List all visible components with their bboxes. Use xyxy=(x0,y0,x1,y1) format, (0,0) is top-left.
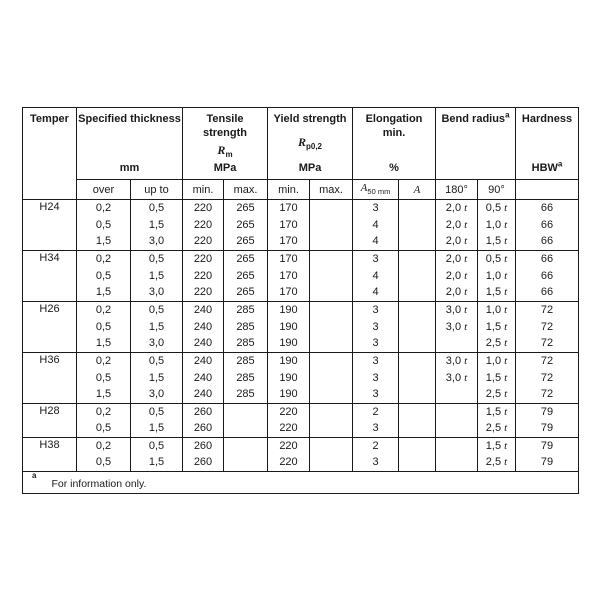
cell-hardness: 72 xyxy=(516,387,579,404)
cell-thickness-over: 0,2 xyxy=(77,251,131,268)
subcol-tensile-max: max. xyxy=(224,180,268,200)
table-row xyxy=(23,319,579,336)
table-row xyxy=(23,353,579,370)
cell-yield-max xyxy=(310,421,353,438)
yield-unit: MPa xyxy=(298,161,322,174)
col-header-bend-radius xyxy=(436,108,516,180)
cell-elongation-a xyxy=(399,285,436,302)
cell-thickness-over: 0,5 xyxy=(77,217,131,234)
cell-bend-180: 2,0 t xyxy=(436,234,478,251)
cell-elongation-a xyxy=(399,200,436,217)
yield-symbol: $R_{p0,2}$ xyxy=(297,135,323,152)
cell-bend-90: 2,5 t xyxy=(478,455,516,472)
cell-yield-max xyxy=(310,251,353,268)
cell-yield-max xyxy=(310,336,353,353)
cell-thickness-up-to: 1,5 xyxy=(131,455,183,472)
tensile-title: Tensile strength xyxy=(203,113,247,140)
temper-label: H36 xyxy=(23,353,77,404)
cell-elongation-a xyxy=(399,353,436,370)
cell-tensile-min: 220 xyxy=(183,217,224,234)
cell-tensile-max: 265 xyxy=(224,200,268,217)
cell-yield-min: 220 xyxy=(268,438,310,455)
yield-title: Yield strength xyxy=(273,113,347,125)
cell-elongation-a50: 3 xyxy=(353,251,399,268)
cell-tensile-max: 265 xyxy=(224,234,268,251)
cell-yield-max xyxy=(310,217,353,234)
cell-tensile-min: 240 xyxy=(183,336,224,353)
cell-thickness-over: 1,5 xyxy=(77,285,131,302)
footnote-marker: a xyxy=(32,471,37,481)
hardness-title: Hardness xyxy=(521,113,573,125)
cell-yield-min: 170 xyxy=(268,268,310,285)
cell-thickness-up-to: 0,5 xyxy=(131,302,183,319)
cell-bend-90: 2,5 t xyxy=(478,336,516,353)
table-row xyxy=(23,404,579,421)
cell-elongation-a50: 4 xyxy=(353,268,399,285)
thickness-symbol: t xyxy=(464,218,468,231)
cell-tensile-min: 220 xyxy=(183,268,224,285)
material-properties-table xyxy=(22,107,579,494)
table-row xyxy=(23,268,579,285)
cell-yield-max xyxy=(310,438,353,455)
cell-tensile-max xyxy=(224,438,268,455)
cell-elongation-a50: 3 xyxy=(353,370,399,387)
cell-tensile-max: 285 xyxy=(224,370,268,387)
cell-bend-90: 1,5 t xyxy=(478,319,516,336)
temper-label: H28 xyxy=(23,404,77,438)
cell-hardness: 66 xyxy=(516,217,579,234)
cell-tensile-min: 240 xyxy=(183,302,224,319)
tensile-unit: MPa xyxy=(213,161,237,174)
cell-tensile-max xyxy=(224,455,268,472)
cell-bend-90: 1,5 t xyxy=(478,285,516,302)
cell-yield-min: 170 xyxy=(268,251,310,268)
thickness-symbol: t xyxy=(504,439,508,452)
cell-bend-90: 0,5 t xyxy=(478,200,516,217)
cell-bend-180: 2,0 t xyxy=(436,217,478,234)
table-body xyxy=(23,200,579,472)
cell-thickness-over: 0,5 xyxy=(77,268,131,285)
temper-header-label: Temper xyxy=(30,113,69,125)
hardness-unit: HBW$^a$ xyxy=(531,159,563,174)
cell-elongation-a50: 3 xyxy=(353,302,399,319)
cell-yield-min: 170 xyxy=(268,234,310,251)
cell-tensile-max: 265 xyxy=(224,251,268,268)
cell-yield-max xyxy=(310,404,353,421)
cell-yield-min: 190 xyxy=(268,336,310,353)
col-header-tensile-strength xyxy=(183,108,268,180)
subcol-a50: $A_{50 mm}$ xyxy=(353,180,399,200)
cell-thickness-over: 1,5 xyxy=(77,336,131,353)
cell-tensile-min: 240 xyxy=(183,370,224,387)
cell-tensile-max: 285 xyxy=(224,319,268,336)
cell-hardness: 72 xyxy=(516,336,579,353)
subcol-hardness-empty xyxy=(516,180,579,200)
cell-thickness-over: 0,2 xyxy=(77,353,131,370)
cell-thickness-up-to: 0,5 xyxy=(131,200,183,217)
cell-elongation-a xyxy=(399,438,436,455)
cell-yield-max xyxy=(310,353,353,370)
cell-yield-max xyxy=(310,387,353,404)
cell-bend-90: 1,0 t xyxy=(478,268,516,285)
cell-yield-min: 190 xyxy=(268,302,310,319)
subcol-yield-max: max. xyxy=(310,180,353,200)
table-row xyxy=(23,200,579,217)
cell-bend-180 xyxy=(436,421,478,438)
thickness-symbol: t xyxy=(504,422,508,435)
cell-tensile-max: 285 xyxy=(224,336,268,353)
cell-bend-180: 3,0 t xyxy=(436,302,478,319)
cell-thickness-up-to: 0,5 xyxy=(131,438,183,455)
thickness-symbol: t xyxy=(504,286,508,299)
cell-thickness-up-to: 1,5 xyxy=(131,217,183,234)
cell-thickness-up-to: 0,5 xyxy=(131,404,183,421)
thickness-symbol: t xyxy=(464,303,468,316)
cell-yield-max xyxy=(310,200,353,217)
subcol-a: A xyxy=(399,180,436,200)
cell-bend-90: 1,5 t xyxy=(478,404,516,421)
temper-label: H34 xyxy=(23,251,77,302)
cell-tensile-min: 240 xyxy=(183,353,224,370)
cell-thickness-over: 0,5 xyxy=(77,455,131,472)
cell-yield-max xyxy=(310,319,353,336)
col-header-hardness xyxy=(516,108,579,180)
bend-title: Bend radius$^a$ xyxy=(441,110,510,125)
cell-elongation-a50: 4 xyxy=(353,234,399,251)
cell-elongation-a xyxy=(399,404,436,421)
cell-tensile-max: 285 xyxy=(224,387,268,404)
cell-thickness-up-to: 1,5 xyxy=(131,370,183,387)
cell-tensile-max: 285 xyxy=(224,302,268,319)
cell-yield-max xyxy=(310,370,353,387)
thickness-symbol: t xyxy=(504,303,508,316)
cell-thickness-up-to: 1,5 xyxy=(131,421,183,438)
cell-elongation-a50: 2 xyxy=(353,438,399,455)
cell-elongation-a50: 3 xyxy=(353,200,399,217)
cell-thickness-over: 1,5 xyxy=(77,387,131,404)
cell-elongation-a50: 4 xyxy=(353,217,399,234)
elongation-unit: % xyxy=(389,161,399,174)
cell-hardness: 79 xyxy=(516,421,579,438)
cell-thickness-over: 0,2 xyxy=(77,404,131,421)
cell-elongation-a xyxy=(399,387,436,404)
cell-bend-180 xyxy=(436,438,478,455)
cell-elongation-a xyxy=(399,421,436,438)
cell-elongation-a50: 3 xyxy=(353,336,399,353)
cell-tensile-max: 285 xyxy=(224,353,268,370)
bend-footnote-marker: a xyxy=(505,110,510,120)
footnote-row xyxy=(23,472,579,494)
table-row xyxy=(23,421,579,438)
cell-elongation-a xyxy=(399,251,436,268)
cell-tensile-max xyxy=(224,404,268,421)
cell-hardness: 79 xyxy=(516,438,579,455)
cell-hardness: 72 xyxy=(516,353,579,370)
cell-bend-180: 3,0 t xyxy=(436,370,478,387)
cell-elongation-a xyxy=(399,302,436,319)
cell-bend-180: 2,0 t xyxy=(436,268,478,285)
cell-thickness-over: 0,2 xyxy=(77,438,131,455)
cell-yield-max xyxy=(310,285,353,302)
thickness-symbol: t xyxy=(464,320,468,333)
header-row-sub xyxy=(23,180,579,200)
cell-yield-max xyxy=(310,268,353,285)
cell-thickness-over: 0,5 xyxy=(77,421,131,438)
cell-tensile-max: 265 xyxy=(224,217,268,234)
cell-thickness-up-to: 0,5 xyxy=(131,251,183,268)
table-row xyxy=(23,438,579,455)
table-row xyxy=(23,217,579,234)
thickness-symbol: t xyxy=(504,320,508,333)
cell-tensile-min: 260 xyxy=(183,421,224,438)
cell-bend-180 xyxy=(436,455,478,472)
cell-tensile-min: 220 xyxy=(183,251,224,268)
thickness-unit: mm xyxy=(119,161,140,174)
cell-bend-90: 1,0 t xyxy=(478,302,516,319)
thickness-symbol: t xyxy=(464,269,468,282)
subcol-over: over xyxy=(77,180,131,200)
thickness-symbol: t xyxy=(504,337,508,350)
cell-yield-min: 170 xyxy=(268,200,310,217)
table-row xyxy=(23,302,579,319)
cell-yield-min: 220 xyxy=(268,455,310,472)
cell-bend-90: 0,5 t xyxy=(478,251,516,268)
cell-tensile-min: 240 xyxy=(183,319,224,336)
cell-bend-180 xyxy=(436,336,478,353)
temper-label: H26 xyxy=(23,302,77,353)
cell-elongation-a50: 4 xyxy=(353,285,399,302)
cell-yield-min: 220 xyxy=(268,421,310,438)
cell-elongation-a xyxy=(399,234,436,251)
thickness-symbol: t xyxy=(504,388,508,401)
cell-tensile-min: 260 xyxy=(183,438,224,455)
thickness-symbol: t xyxy=(464,235,468,248)
cell-bend-90: 2,5 t xyxy=(478,421,516,438)
col-header-yield-strength xyxy=(268,108,353,180)
cell-elongation-a xyxy=(399,268,436,285)
cell-thickness-up-to: 1,5 xyxy=(131,319,183,336)
cell-tensile-min: 220 xyxy=(183,200,224,217)
cell-hardness: 66 xyxy=(516,285,579,302)
table-row xyxy=(23,336,579,353)
cell-thickness-up-to: 3,0 xyxy=(131,336,183,353)
subcol-180deg: 180° xyxy=(436,180,478,200)
subcol-up-to: up to xyxy=(131,180,183,200)
cell-tensile-min: 220 xyxy=(183,234,224,251)
cell-elongation-a50: 3 xyxy=(353,455,399,472)
thickness-symbol: t xyxy=(464,371,468,384)
cell-elongation-a xyxy=(399,336,436,353)
cell-thickness-up-to: 0,5 xyxy=(131,353,183,370)
cell-hardness: 66 xyxy=(516,234,579,251)
hardness-footnote-marker: a xyxy=(557,159,563,169)
table-row xyxy=(23,455,579,472)
cell-thickness-up-to: 1,5 xyxy=(131,268,183,285)
cell-yield-min: 170 xyxy=(268,217,310,234)
footnote xyxy=(23,472,579,494)
cell-elongation-a xyxy=(399,319,436,336)
cell-bend-90: 1,0 t xyxy=(478,353,516,370)
cell-hardness: 66 xyxy=(516,200,579,217)
cell-hardness: 66 xyxy=(516,268,579,285)
footnote-text: For information only. xyxy=(51,477,147,490)
cell-thickness-over: 0,2 xyxy=(77,200,131,217)
thickness-symbol: t xyxy=(504,354,508,367)
cell-bend-90: 1,5 t xyxy=(478,234,516,251)
thickness-symbol: t xyxy=(464,252,468,265)
thickness-symbol: t xyxy=(504,456,508,469)
cell-elongation-a50: 3 xyxy=(353,353,399,370)
cell-hardness: 79 xyxy=(516,404,579,421)
subcol-tensile-min: min. xyxy=(183,180,224,200)
cell-bend-90: 2,5 t xyxy=(478,387,516,404)
thickness-symbol: t xyxy=(504,371,508,384)
cell-bend-90: 1,5 t xyxy=(478,370,516,387)
cell-elongation-a xyxy=(399,370,436,387)
col-header-specified-thickness xyxy=(77,108,183,180)
cell-thickness-up-to: 3,0 xyxy=(131,234,183,251)
cell-yield-min: 190 xyxy=(268,319,310,336)
col-header-temper xyxy=(23,108,77,200)
cell-yield-min: 190 xyxy=(268,353,310,370)
cell-yield-max xyxy=(310,234,353,251)
cell-tensile-min: 260 xyxy=(183,455,224,472)
thickness-title: Specified thickness xyxy=(78,113,181,125)
cell-elongation-a50: 3 xyxy=(353,387,399,404)
cell-bend-180: 3,0 t xyxy=(436,353,478,370)
col-header-elongation xyxy=(353,108,436,180)
elongation-title: Elongation min. xyxy=(365,113,423,140)
cell-bend-180: 2,0 t xyxy=(436,200,478,217)
subcol-yield-min: min. xyxy=(268,180,310,200)
cell-yield-min: 170 xyxy=(268,285,310,302)
cell-yield-min: 190 xyxy=(268,370,310,387)
cell-yield-min: 220 xyxy=(268,404,310,421)
cell-yield-max xyxy=(310,455,353,472)
cell-elongation-a50: 2 xyxy=(353,404,399,421)
thickness-symbol: t xyxy=(464,354,468,367)
cell-thickness-over: 1,5 xyxy=(77,234,131,251)
cell-bend-180: 2,0 t xyxy=(436,285,478,302)
header-row-main xyxy=(23,108,579,180)
cell-yield-max xyxy=(310,302,353,319)
cell-elongation-a50: 3 xyxy=(353,319,399,336)
cell-hardness: 72 xyxy=(516,370,579,387)
thickness-symbol: t xyxy=(504,218,508,231)
cell-bend-180: 2,0 t xyxy=(436,251,478,268)
cell-hardness: 66 xyxy=(516,251,579,268)
cell-tensile-min: 240 xyxy=(183,387,224,404)
subcol-90deg: 90° xyxy=(478,180,516,200)
thickness-symbol: t xyxy=(504,201,508,214)
cell-tensile-min: 260 xyxy=(183,404,224,421)
cell-hardness: 72 xyxy=(516,319,579,336)
tensile-symbol: $R_m$ xyxy=(217,142,233,159)
cell-elongation-a xyxy=(399,455,436,472)
table-row xyxy=(23,387,579,404)
table-row xyxy=(23,370,579,387)
cell-tensile-max xyxy=(224,421,268,438)
cell-thickness-over: 0,2 xyxy=(77,302,131,319)
thickness-symbol: t xyxy=(464,201,468,214)
cell-yield-min: 190 xyxy=(268,387,310,404)
cell-tensile-max: 265 xyxy=(224,268,268,285)
cell-thickness-up-to: 3,0 xyxy=(131,285,183,302)
cell-thickness-over: 0,5 xyxy=(77,370,131,387)
table-row xyxy=(23,251,579,268)
cell-hardness: 72 xyxy=(516,302,579,319)
thickness-symbol: t xyxy=(504,252,508,265)
cell-tensile-min: 220 xyxy=(183,285,224,302)
cell-thickness-up-to: 3,0 xyxy=(131,387,183,404)
cell-bend-90: 1,5 t xyxy=(478,438,516,455)
cell-thickness-over: 0,5 xyxy=(77,319,131,336)
cell-bend-180 xyxy=(436,404,478,421)
cell-elongation-a xyxy=(399,217,436,234)
cell-bend-90: 1,0 t xyxy=(478,217,516,234)
table-row xyxy=(23,285,579,302)
cell-bend-180 xyxy=(436,387,478,404)
cell-bend-180: 3,0 t xyxy=(436,319,478,336)
table-row xyxy=(23,234,579,251)
cell-hardness: 79 xyxy=(516,455,579,472)
temper-label: H38 xyxy=(23,438,77,472)
thickness-symbol: t xyxy=(504,405,508,418)
thickness-symbol: t xyxy=(504,235,508,248)
thickness-symbol: t xyxy=(464,286,468,299)
temper-label: H24 xyxy=(23,200,77,251)
thickness-symbol: t xyxy=(504,269,508,282)
cell-tensile-max: 265 xyxy=(224,285,268,302)
cell-elongation-a50: 3 xyxy=(353,421,399,438)
